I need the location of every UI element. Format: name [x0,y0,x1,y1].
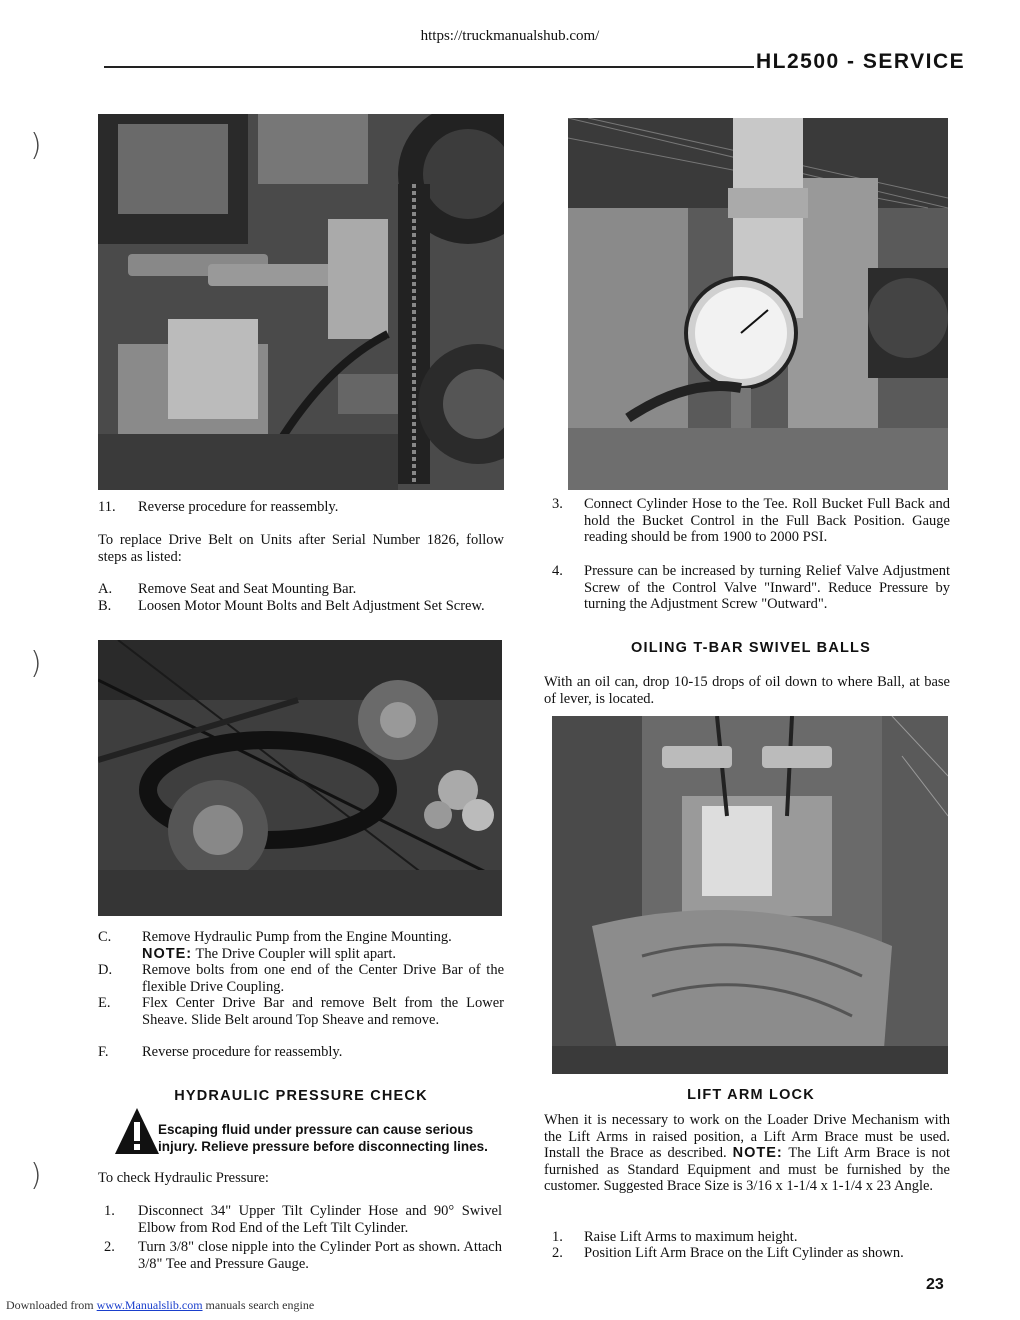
footer-prefix: Downloaded from [6,1298,94,1312]
manualslib-link[interactable]: www.Manualslib.com [96,1298,203,1312]
control-levers-photo [552,716,948,1074]
drive-belt-photo [98,640,502,916]
binding-mark: ) [30,646,42,681]
belt-intro: To replace Drive Belt on Units after Serial Number 1826, follow steps as listed: [98,532,504,565]
lift-arm-description: When it is necessary to work on the Loader Drive Mechanism with the Lift Arms in raised position, a Lift Arm Brace must be used. Install the Brace as described. [544,1112,950,1161]
binding-mark: ) [30,128,42,163]
lift-arm-lock-heading: LIFT ARM LOCK [687,1087,815,1103]
page-header-title: HL2500 - SERVICE [756,50,966,73]
note-text: The Drive Coupler will split apart. [195,945,397,962]
footer-suffix: manuals search engine [205,1298,315,1312]
warning-triangle-icon [114,1106,160,1156]
step-c-text: Remove Hydraulic Pump from the Engine Mounting. [142,929,452,945]
engine-compartment-photo [98,114,504,490]
page-number: 23 [926,1276,944,1293]
pressure-gauge-photo [568,118,948,490]
lift-arm-text [544,1112,950,1195]
hydraulic-pressure-heading: HYDRAULIC PRESSURE CHECK [174,1088,428,1104]
source-url: https://truckmanualshub.com/ [420,28,600,44]
header-rule [104,66,754,68]
download-footer [6,1298,314,1313]
lift-note-label: NOTE: [732,1145,783,1161]
check-intro: To check Hydraulic Pressure: [98,1170,269,1186]
lift-note-text: The Lift Arm Brace is not furnished as Standard Equipment and must be furnished by the customer. Suggested Brace Size is 3/16 x 1-1/4 x 1-1/4 x 23 Angle. [544,1145,951,1194]
oiling-text: With an oil can, drop 10-15 drops of oil down to where Ball, at base of lever, is located. [544,674,950,707]
binding-mark: ) [30,1158,42,1193]
note-label: NOTE: [142,945,193,962]
oiling-heading: OILING T-BAR SWIVEL BALLS [631,640,871,656]
warning-text: Escaping fluid under pressure can cause serious injury. Relieve pressure before disconnecting lines. [158,1122,488,1154]
